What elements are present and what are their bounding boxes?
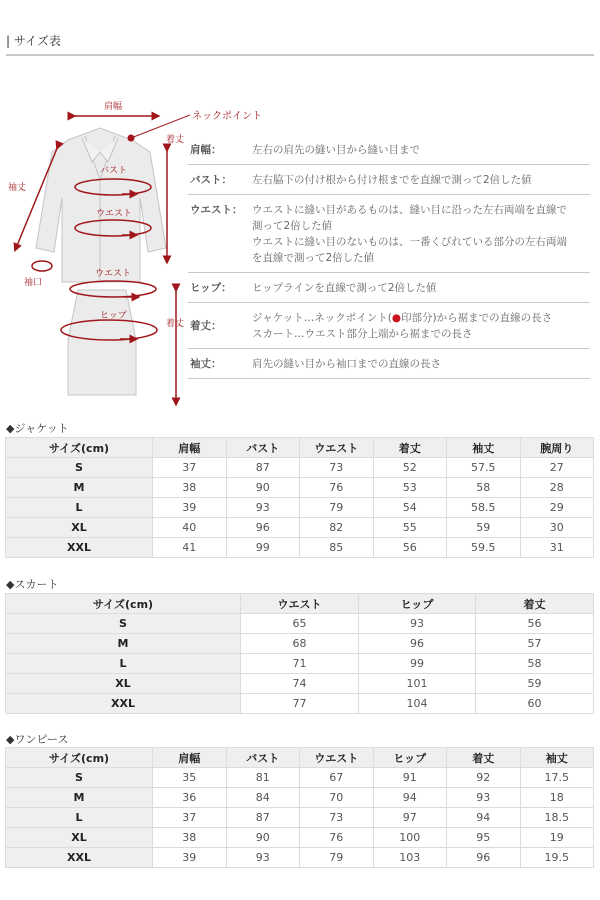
table-row	[6, 788, 594, 808]
table-cell: 58	[476, 654, 594, 674]
label-length-top: 着丈	[166, 135, 185, 145]
table-cell: 18	[520, 788, 594, 808]
definition-length	[188, 303, 590, 349]
table-cell: 96	[447, 848, 521, 868]
table-cell: 56	[476, 614, 594, 634]
label-bust: バスト	[100, 166, 128, 176]
column-header: 着丈	[447, 748, 521, 768]
table-cell: 85	[300, 538, 374, 558]
size-label-cell: XL	[6, 518, 153, 538]
table-cell: 93	[359, 614, 476, 634]
definition-sleeve	[188, 349, 590, 379]
table-cell: 30	[520, 518, 594, 538]
table-cell: 68	[241, 634, 359, 654]
table-cell: 59	[447, 518, 521, 538]
table-cell: 93	[226, 848, 300, 868]
label-waist-jacket: ウエスト	[96, 209, 133, 219]
column-header: サイズ(cm)	[6, 438, 153, 458]
table-cell: 96	[226, 518, 300, 538]
size-label-cell: M	[6, 788, 153, 808]
definition-text: ウエストに縫い目のないものは、一番くびれている部分の左右両端	[252, 236, 567, 248]
table-cell: 17.5	[520, 768, 594, 788]
column-header: 袖丈	[447, 438, 521, 458]
table-cell: 41	[153, 538, 227, 558]
size-label-cell: S	[6, 458, 153, 478]
definition-term: 肩幅：	[190, 144, 222, 156]
table-cell: 39	[153, 848, 227, 868]
table-cell: 93	[447, 788, 521, 808]
column-header: 肩幅	[153, 438, 227, 458]
size-label-cell: M	[6, 634, 241, 654]
table-cell: 77	[241, 694, 359, 714]
section-label-onepiece: ◆ワンピース	[6, 733, 69, 746]
column-header: バスト	[226, 438, 300, 458]
table-cell: 97	[373, 808, 447, 828]
red-dot-icon: ●	[391, 312, 402, 324]
table-cell: 74	[241, 674, 359, 694]
table-cell: 27	[520, 458, 594, 478]
table-cell: 101	[359, 674, 476, 694]
table-cell: 58.5	[447, 498, 521, 518]
size-label-cell: M	[6, 478, 153, 498]
table-row	[6, 848, 594, 868]
table-cell: 90	[226, 478, 300, 498]
table-cell: 82	[300, 518, 374, 538]
table-row	[6, 498, 594, 518]
table-cell: 84	[226, 788, 300, 808]
definition-text: 肩先の縫い目から袖口までの直線の長さ	[252, 358, 441, 370]
table-cell: 79	[300, 848, 374, 868]
definition-text	[252, 310, 590, 326]
table-header-row	[6, 748, 594, 768]
text-fragment: ジャケット…ネックポイント(	[252, 312, 392, 324]
table-cell: 90	[226, 828, 300, 848]
table-row	[6, 768, 594, 788]
definition-text: ウエストに縫い目があるものは、縫い目に沿った左右両端を直線で	[252, 204, 567, 216]
table-cell: 29	[520, 498, 594, 518]
table-row	[6, 538, 594, 558]
table-cell: 76	[300, 478, 374, 498]
table-cell: 37	[153, 808, 227, 828]
section-label-jacket: ◆ジャケット	[6, 422, 69, 435]
table-cell: 92	[447, 768, 521, 788]
table-cell: 28	[520, 478, 594, 498]
size-label-cell: XXL	[6, 694, 241, 714]
definition-term: 着丈：	[190, 320, 222, 332]
table-row	[6, 674, 594, 694]
definition-shoulder	[188, 135, 590, 165]
table-cell: 96	[359, 634, 476, 654]
table-cell: 94	[447, 808, 521, 828]
size-label-cell: S	[6, 614, 241, 634]
table-cell: 100	[373, 828, 447, 848]
size-label-cell: L	[6, 498, 153, 518]
label-length-skirt: 着丈	[166, 319, 185, 329]
table-cell: 93	[226, 498, 300, 518]
measurement-diagram	[0, 90, 262, 410]
label-cuff: 袖口	[24, 278, 43, 288]
column-header: 腕周り	[520, 438, 594, 458]
table-cell: 59.5	[447, 538, 521, 558]
definition-hip	[188, 273, 590, 303]
table-cell: 95	[447, 828, 521, 848]
table-cell: 38	[153, 828, 227, 848]
page-title: | サイズ表	[6, 34, 61, 48]
column-header: ウエスト	[241, 594, 359, 614]
size-label-cell: L	[6, 654, 241, 674]
column-header: 肩幅	[153, 748, 227, 768]
column-header: ウエスト	[300, 438, 374, 458]
table-cell: 60	[476, 694, 594, 714]
size-label-cell: XL	[6, 828, 153, 848]
size-label-cell: L	[6, 808, 153, 828]
table-header-row	[6, 438, 594, 458]
table-row	[6, 614, 594, 634]
column-header: ヒップ	[373, 748, 447, 768]
label-waist-skirt: ウエスト	[95, 269, 132, 279]
table-row	[6, 458, 594, 478]
table-cell: 40	[153, 518, 227, 538]
table-cell: 35	[153, 768, 227, 788]
table-cell: 38	[153, 478, 227, 498]
definition-term: 袖丈：	[190, 358, 222, 370]
table-cell: 79	[300, 498, 374, 518]
table-cell: 57.5	[447, 458, 521, 478]
definition-text: 左右の肩先の縫い目から縫い目まで	[252, 144, 420, 156]
definition-term: バスト：	[190, 174, 232, 186]
column-header: 着丈	[476, 594, 594, 614]
table-cell: 19.5	[520, 848, 594, 868]
label-hip: ヒップ	[100, 311, 127, 321]
table-cell: 91	[373, 768, 447, 788]
column-header: サイズ(cm)	[6, 748, 153, 768]
table-cell: 73	[300, 808, 374, 828]
table-cell: 19	[520, 828, 594, 848]
measurement-definitions	[188, 135, 590, 379]
table-cell: 36	[153, 788, 227, 808]
definition-text: スカート…ウエスト部分上端から裾までの長さ	[252, 328, 473, 340]
table-cell: 53	[373, 478, 447, 498]
table-cell: 54	[373, 498, 447, 518]
table-row	[6, 518, 594, 538]
onepiece-size-table	[5, 747, 594, 868]
definition-waist	[188, 195, 590, 273]
table-cell: 76	[300, 828, 374, 848]
table-row	[6, 808, 594, 828]
table-cell: 87	[226, 458, 300, 478]
definition-term: ウエスト：	[190, 204, 243, 216]
table-cell: 37	[153, 458, 227, 478]
table-cell: 71	[241, 654, 359, 674]
label-neck-point: ネックポイント	[192, 111, 262, 122]
table-cell: 81	[226, 768, 300, 788]
column-header: 着丈	[373, 438, 447, 458]
table-cell: 70	[300, 788, 374, 808]
table-cell: 99	[359, 654, 476, 674]
table-cell: 55	[373, 518, 447, 538]
label-sleeve-length: 袖丈	[8, 183, 27, 193]
page-header	[6, 30, 594, 56]
table-header-row	[6, 594, 594, 614]
table-cell: 39	[153, 498, 227, 518]
table-cell: 67	[300, 768, 374, 788]
table-row	[6, 654, 594, 674]
table-row	[6, 478, 594, 498]
text-fragment: 印部分)から裾までの直線の長さ	[401, 312, 553, 324]
table-cell: 59	[476, 674, 594, 694]
table-cell: 56	[373, 538, 447, 558]
definition-text: ヒップラインを直線で測って2倍した値	[252, 282, 437, 294]
table-cell: 73	[300, 458, 374, 478]
table-cell: 31	[520, 538, 594, 558]
definition-bust	[188, 165, 590, 195]
table-row	[6, 634, 594, 654]
definition-term: ヒップ：	[190, 282, 232, 294]
table-cell: 52	[373, 458, 447, 478]
column-header: バスト	[226, 748, 300, 768]
table-cell: 103	[373, 848, 447, 868]
column-header: 袖丈	[520, 748, 594, 768]
jacket-size-table	[5, 437, 594, 558]
table-cell: 94	[373, 788, 447, 808]
column-header: ウエスト	[300, 748, 374, 768]
definition-text: 左右脇下の付け根から付け根までを直線で測って2倍した値	[252, 174, 532, 186]
label-shoulder: 肩幅	[104, 102, 123, 112]
table-cell: 65	[241, 614, 359, 634]
definition-text: 測って2倍した値	[252, 220, 333, 232]
table-cell: 87	[226, 808, 300, 828]
size-label-cell: S	[6, 768, 153, 788]
garment-illustration	[0, 90, 190, 410]
column-header: サイズ(cm)	[6, 594, 241, 614]
size-label-cell: XXL	[6, 538, 153, 558]
definition-text: を直線で測って2倍した値	[252, 252, 375, 264]
skirt-size-table	[5, 593, 594, 714]
size-label-cell: XXL	[6, 848, 153, 868]
section-label-skirt: ◆スカート	[6, 578, 59, 591]
table-cell: 99	[226, 538, 300, 558]
table-row	[6, 828, 594, 848]
column-header: ヒップ	[359, 594, 476, 614]
table-cell: 18.5	[520, 808, 594, 828]
table-cell: 58	[447, 478, 521, 498]
table-cell: 104	[359, 694, 476, 714]
size-label-cell: XL	[6, 674, 241, 694]
table-row	[6, 694, 594, 714]
table-cell: 57	[476, 634, 594, 654]
